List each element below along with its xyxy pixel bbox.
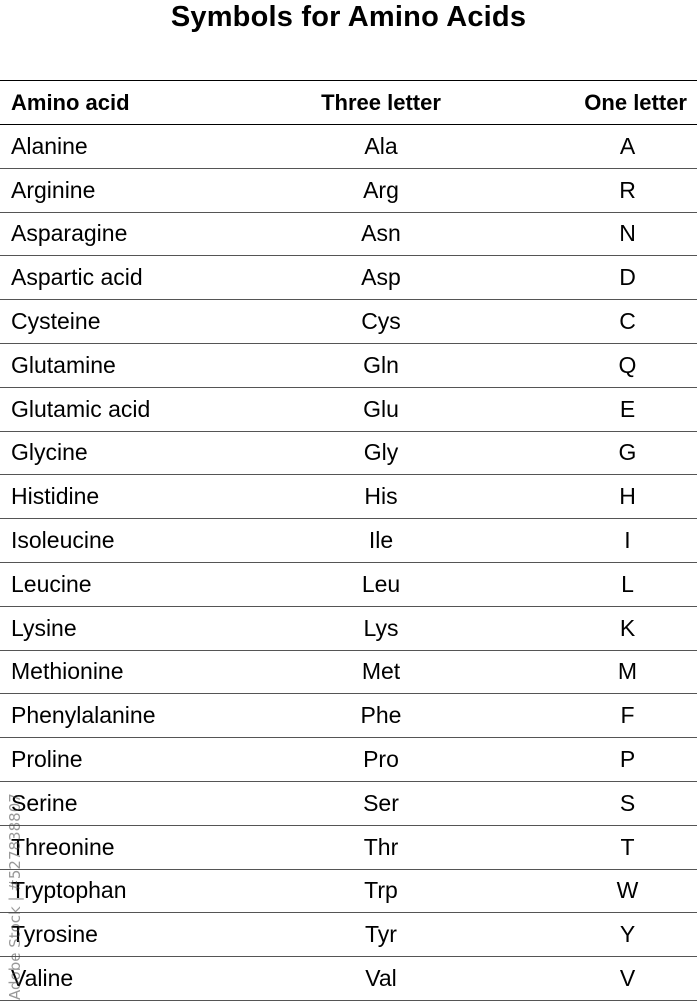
one-letter-code: S <box>619 789 636 816</box>
amino-acid-name: Leucine <box>11 570 92 597</box>
one-letter-code: K <box>619 614 636 641</box>
table-row <box>0 694 697 738</box>
table-row <box>0 168 697 212</box>
amino-acid-name: Glutamic acid <box>11 395 151 422</box>
three-letter-code: Trp <box>364 877 398 904</box>
amino-acid-name: Histidine <box>11 483 100 510</box>
three-letter-code: Glu <box>363 395 399 422</box>
amino-acid-name: Proline <box>11 746 83 773</box>
header-row <box>0 81 697 125</box>
three-letter-code: Gly <box>363 439 399 466</box>
one-letter-code: T <box>620 833 635 860</box>
three-letter-code: Thr <box>363 833 399 860</box>
amino-acid-name: Tryptophan <box>11 877 127 904</box>
one-letter-code: N <box>619 220 636 247</box>
header-three-letter: Three letter <box>321 89 441 115</box>
one-letter-code: H <box>619 483 636 510</box>
three-letter-code: Val <box>365 965 397 992</box>
table-row <box>0 519 697 563</box>
table-row <box>0 650 697 694</box>
three-letter-code: Ile <box>368 527 394 554</box>
amino-acid-name: Lysine <box>11 614 77 641</box>
three-letter-code: Ser <box>363 789 399 816</box>
table-header <box>0 81 697 125</box>
one-letter-code: V <box>619 965 636 992</box>
table-row <box>0 475 697 519</box>
table-row <box>0 212 697 256</box>
three-letter-code: Tyr <box>365 921 397 948</box>
table-row <box>0 256 697 300</box>
table-row <box>0 781 697 825</box>
three-letter-code: Met <box>361 658 401 685</box>
one-letter-code: A <box>619 132 636 159</box>
amino-acid-name: Glutamine <box>11 351 116 378</box>
three-letter-code: Arg <box>363 176 399 203</box>
table-body <box>0 125 697 1001</box>
table-row <box>0 125 697 169</box>
amino-acid-name: Alanine <box>11 132 88 159</box>
amino-acid-name: Asparagine <box>11 220 128 247</box>
header-one-letter: One letter <box>584 89 687 115</box>
one-letter-code: C <box>619 308 636 335</box>
amino-acid-table <box>0 80 697 1001</box>
amino-acid-name: Serine <box>11 789 78 816</box>
table-row <box>0 738 697 782</box>
amino-acid-name: Glycine <box>11 439 88 466</box>
amino-acid-name: Isoleucine <box>11 527 115 554</box>
three-letter-code: Leu <box>361 570 401 597</box>
one-letter-code: I <box>624 527 631 554</box>
table-row <box>0 431 697 475</box>
table-row <box>0 300 697 344</box>
one-letter-code: Q <box>618 351 637 378</box>
page-title: Symbols for Amino Acids <box>170 1 527 33</box>
table-row <box>0 387 697 431</box>
table-row <box>0 343 697 387</box>
table-row <box>0 562 697 606</box>
three-letter-code: Phe <box>360 702 402 729</box>
three-letter-code: Cys <box>361 308 401 335</box>
one-letter-code: L <box>621 570 634 597</box>
table-row <box>0 825 697 869</box>
amino-acid-name: Aspartic acid <box>11 264 143 291</box>
table-row <box>0 606 697 650</box>
three-letter-code: Ala <box>364 132 398 159</box>
one-letter-code: M <box>617 658 638 685</box>
amino-acid-name: Arginine <box>11 176 96 203</box>
header-amino-acid: Amino acid <box>11 89 130 115</box>
one-letter-code: F <box>620 702 635 729</box>
one-letter-code: R <box>619 176 636 203</box>
stock-watermark: Adobe Stock | #527838807 <box>6 793 24 1000</box>
three-letter-code: Lys <box>363 614 399 641</box>
amino-acid-name: Valine <box>11 965 74 992</box>
one-letter-code: W <box>616 877 639 904</box>
amino-acid-name: Phenylalanine <box>11 702 156 729</box>
table-row <box>0 957 697 1001</box>
one-letter-code: G <box>618 439 637 466</box>
one-letter-code: D <box>619 264 636 291</box>
one-letter-code: Y <box>619 921 636 948</box>
three-letter-code: Pro <box>363 746 399 773</box>
amino-acid-name: Methionine <box>11 658 124 685</box>
amino-acid-name: Tyrosine <box>11 921 98 948</box>
table-row <box>0 913 697 957</box>
three-letter-code: Gln <box>363 351 399 378</box>
table-row <box>0 869 697 913</box>
one-letter-code: E <box>619 395 636 422</box>
one-letter-code: P <box>619 746 636 773</box>
three-letter-code: Asp <box>361 264 401 291</box>
three-letter-code: His <box>364 483 398 510</box>
three-letter-code: Asn <box>361 220 401 247</box>
amino-acid-name: Threonine <box>11 833 115 860</box>
amino-acid-name: Cysteine <box>11 308 101 335</box>
